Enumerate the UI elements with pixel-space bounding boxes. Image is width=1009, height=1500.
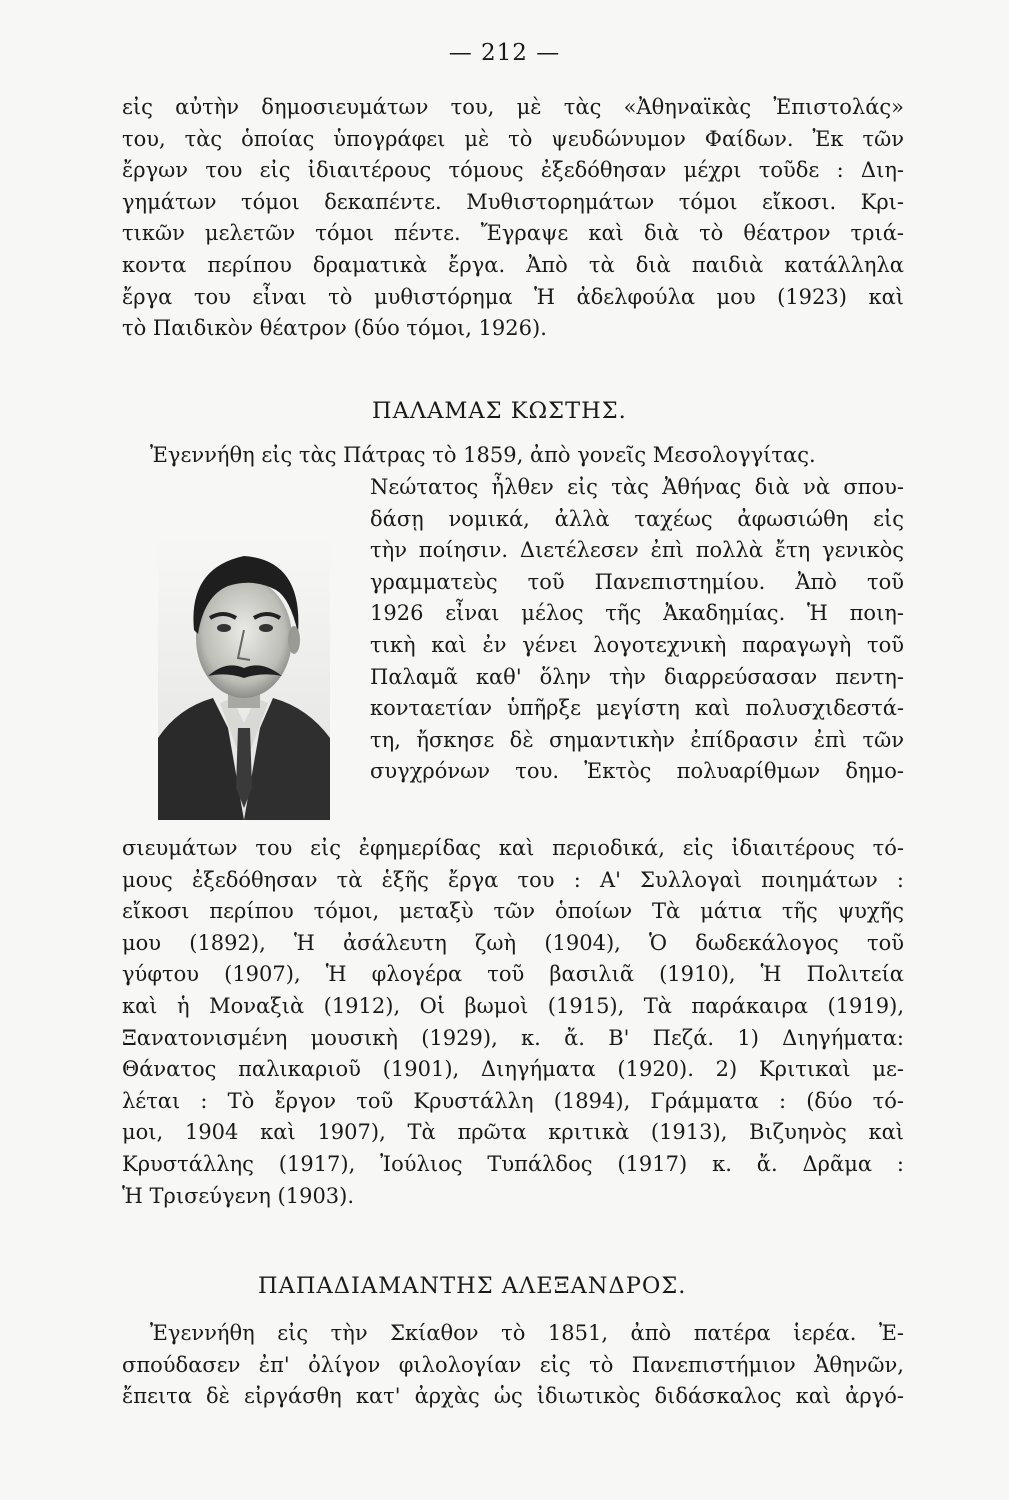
text-line: Ἐγεννήθη εἰς τὰς Πάτρας τὸ 1859, ἀπὸ γονεῖς Μεσολογγίτας. bbox=[150, 443, 816, 467]
text-line: του, τὰς ὁποίας ὑπογράφει μὲ τὸ ψευδώνυμον Φαίδων. Ἐκ τῶν bbox=[122, 126, 904, 151]
text-line: κοντα περίπου δραματικὰ ἔργα. Ἀπὸ τὰ διὰ παιδιὰ κατάλληλα bbox=[122, 252, 904, 277]
text-line: συγχρόνων του. Ἐκτὸς πολυαρίθμων δημο- bbox=[370, 759, 904, 784]
palamas-bio-first-line bbox=[122, 440, 904, 472]
text-line: 1926 εἶναι μέλος τῆς Ἀκαδημίας. Ἡ ποιη- bbox=[370, 601, 904, 626]
text-line: ἔργων του εἰς ἰδιαιτέρους τόμους ἐξεδόθησαν μέχρι τοῦδε : Διη- bbox=[122, 158, 904, 183]
section-heading-palamas: ΠΑΛΑΜΑΣ ΚΩΣΤΗΣ. bbox=[372, 398, 627, 424]
portrait-photo bbox=[158, 538, 330, 820]
text-line: μοι, 1904 καὶ 1907), Τὰ πρῶτα κριτικὰ (1913), Βιζυηνὸς καὶ bbox=[122, 1120, 904, 1145]
palamas-bio-works bbox=[122, 833, 904, 1212]
text-line: γημάτων τόμοι δεκαπέντε. Μυθιστορημάτων τόμοι εἴκοσι. Κρι- bbox=[122, 189, 904, 214]
text-line: εἰς αὐτὴν δημοσιευμάτων του, μὲ τὰς «Ἀθηναϊκὰς Ἐπιστολάς» bbox=[122, 95, 904, 119]
text-line: Παλαμᾶ καθ' ὅλην τὴν διαρρεύσασαν πεντη- bbox=[370, 664, 904, 689]
text-line: λέται : Τὸ ἔργον τοῦ Κρυστάλλη (1894), Γράμματα : (δύο τό- bbox=[122, 1088, 904, 1113]
text-line: Ἐγεννήθη εἰς τὴν Σκίαθον τὸ 1851, ἀπὸ πατέρα ἱερέα. Ἐ- bbox=[150, 1321, 904, 1345]
text-line: σιευμάτων του εἰς ἐφημερίδας καὶ περιοδικά, εἰς ἰδιαιτέρους τό- bbox=[122, 836, 904, 860]
text-line: τικὴ καὶ ἐν γένει λογοτεχνικὴ παραγωγὴ τοῦ bbox=[370, 632, 904, 657]
text-line: μου (1892), Ἡ ἀσάλευτη ζωὴ (1904), Ὁ δωδεκάλογος τοῦ bbox=[122, 930, 904, 955]
text-line: μους ἐξεδόθησαν τὰ ἑξῆς ἔργα του : Α' Συλλογαὶ ποιημάτων : bbox=[122, 867, 904, 892]
palamas-bio-side-column bbox=[370, 472, 904, 788]
text-line: Κρυστάλλης (1917), Ἰούλιος Τυπάλδος (1917) κ. ἄ. Δρᾶμα : bbox=[122, 1151, 904, 1176]
text-line: τὴν ποίησιν. Διετέλεσεν ἐπὶ πολλὰ ἔτη γενικὸς bbox=[370, 538, 904, 563]
text-line: τὸ Παιδικὸν θέατρον (δύο τόμοι, 1926). bbox=[122, 316, 547, 341]
text-line: καὶ ἡ Μοναξιὰ (1912), Οἱ βωμοὶ (1915), Τὰ παράκαιρα (1919), bbox=[122, 993, 904, 1018]
text-line: Νεώτατος ἦλθεν εἰς τὰς Ἀθήνας διὰ νὰ σπου- bbox=[370, 475, 904, 499]
text-line: ἔπειτα δὲ εἰργάσθη κατ' ἀρχὰς ὡς ἰδιωτικὸς διδάσκαλος καὶ ἀργό- bbox=[122, 1384, 904, 1409]
text-line: σπούδασεν ἐπ' ὀλίγον φιλολογίαν εἰς τὸ Πανεπιστήμιον Ἀθηνῶν, bbox=[122, 1352, 904, 1377]
text-line: Ἡ Τρισεύγενη (1903). bbox=[122, 1183, 355, 1208]
text-line: ἔργα του εἶναι τὸ μυθιστόρημα Ἡ ἀδελφούλα μου (1923) καὶ bbox=[122, 284, 904, 309]
text-line: τικῶν μελετῶν τόμοι πέντε. Ἔγραψε καὶ διὰ τὸ θέατρον τριά- bbox=[122, 221, 904, 246]
text-line: τη, ἤσκησε δὲ σημαντικὴν ἐπίδρασιν ἐπὶ τῶν bbox=[370, 727, 904, 752]
page-number: — 212 — bbox=[448, 40, 561, 66]
text-line: εἴκοσι περίπου τόμοι, μεταξὺ τῶν ὁποίων Τὰ μάτια τῆς ψυχῆς bbox=[122, 899, 904, 924]
text-line: Ξανατονισμένη μουσικὴ (1929), κ. ἄ. Β' Πεζά. 1) Διηγήματα: bbox=[122, 1025, 904, 1050]
text-line: γραμματεὺς τοῦ Πανεπιστημίου. Ἀπὸ τοῦ bbox=[370, 569, 904, 594]
text-line: Θάνατος παλικαριοῦ (1901), Διηγήματα (1920). 2) Κριτικαὶ με- bbox=[122, 1057, 904, 1082]
papadiamantis-bio-paragraph bbox=[122, 1318, 904, 1413]
portrait-image bbox=[158, 538, 330, 820]
text-line: γύφτου (1907), Ἡ φλογέρα τοῦ βασιλιᾶ (1910), Ἡ Πολιτεία bbox=[122, 962, 904, 987]
section-heading-papadiamantis: ΠΑΠΑΔΙΑΜΑΝΤΗΣ ΑΛΕΞΑΝΔΡΟΣ. bbox=[258, 1273, 687, 1299]
text-line: δάσῃ νομικά, ἀλλὰ ταχέως ἀφωσιώθη εἰς bbox=[370, 506, 904, 531]
text-line: κονταετίαν ὑπῆρξε μεγίστη καὶ πολυσχιδεστά- bbox=[370, 696, 904, 721]
intro-paragraph bbox=[122, 92, 904, 345]
